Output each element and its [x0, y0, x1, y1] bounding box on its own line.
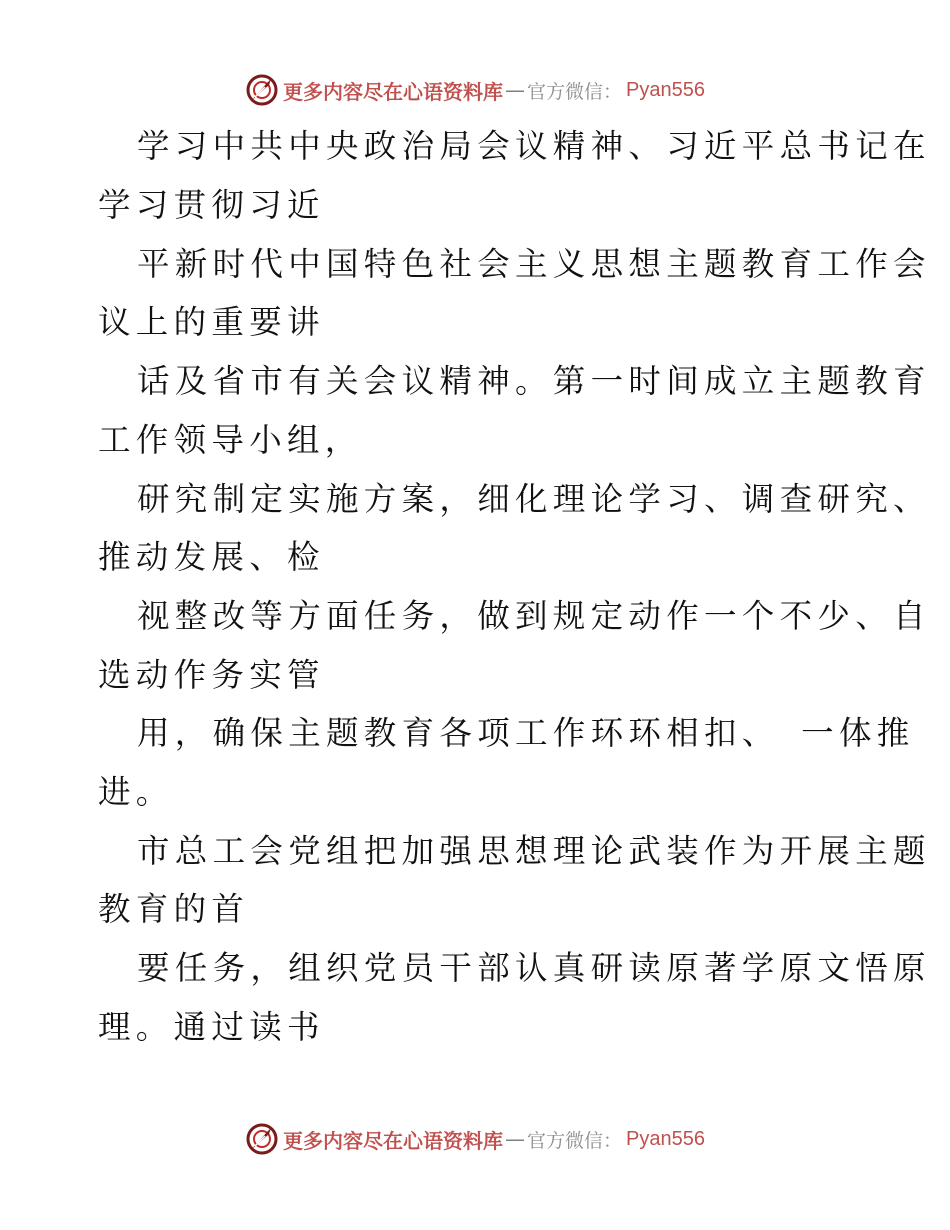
text-line: 用，确保主题教育各项工作环环相扣、 一体推: [137, 714, 915, 752]
text-line: 要任务，组织党员干部认真研读原著学原文悟原: [137, 949, 931, 987]
banner-wechat-label: 官方微信：: [527, 1129, 623, 1152]
text-line: 学习中共中央政治局会议精神、习近平总书记在: [137, 127, 931, 165]
banner-wechat-id: Pyan556: [626, 78, 705, 101]
banner-dash: —: [505, 1127, 525, 1151]
banner-title: 更多内容尽在心语资料库: [283, 79, 503, 104]
text-line: 进。: [98, 773, 174, 811]
text-line: 平新时代中国特色社会主义思想主题教育工作会: [137, 245, 931, 283]
banner-wechat-id: Pyan556: [626, 1127, 705, 1150]
text-line: 议上的重要讲: [98, 303, 325, 341]
quill-logo-icon: [245, 1122, 279, 1156]
header-banner: [0, 70, 950, 110]
text-line: 话及省市有关会议精神。第一时间成立主题教育: [137, 362, 931, 400]
text-line: 市总工会党组把加强思想理论武装作为开展主题: [137, 832, 931, 870]
text-line: 理。通过读书: [98, 1008, 325, 1046]
banner-dash: —: [505, 78, 525, 102]
text-line: 研究制定实施方案，细化理论学习、调查研究、: [137, 480, 931, 518]
text-line: 工作领导小组，: [98, 421, 363, 459]
text-line: 学习贯彻习近: [98, 186, 325, 224]
text-line: 选动作务实管: [98, 656, 325, 694]
text-line: 推动发展、检: [98, 538, 325, 576]
banner-title: 更多内容尽在心语资料库: [283, 1128, 503, 1153]
footer-banner: [0, 1119, 950, 1159]
banner-wechat-label: 官方微信：: [527, 80, 623, 103]
text-line: 教育的首: [98, 890, 250, 928]
quill-logo-icon: [245, 73, 279, 107]
text-line: 视整改等方面任务，做到规定动作一个不少、自: [137, 597, 931, 635]
